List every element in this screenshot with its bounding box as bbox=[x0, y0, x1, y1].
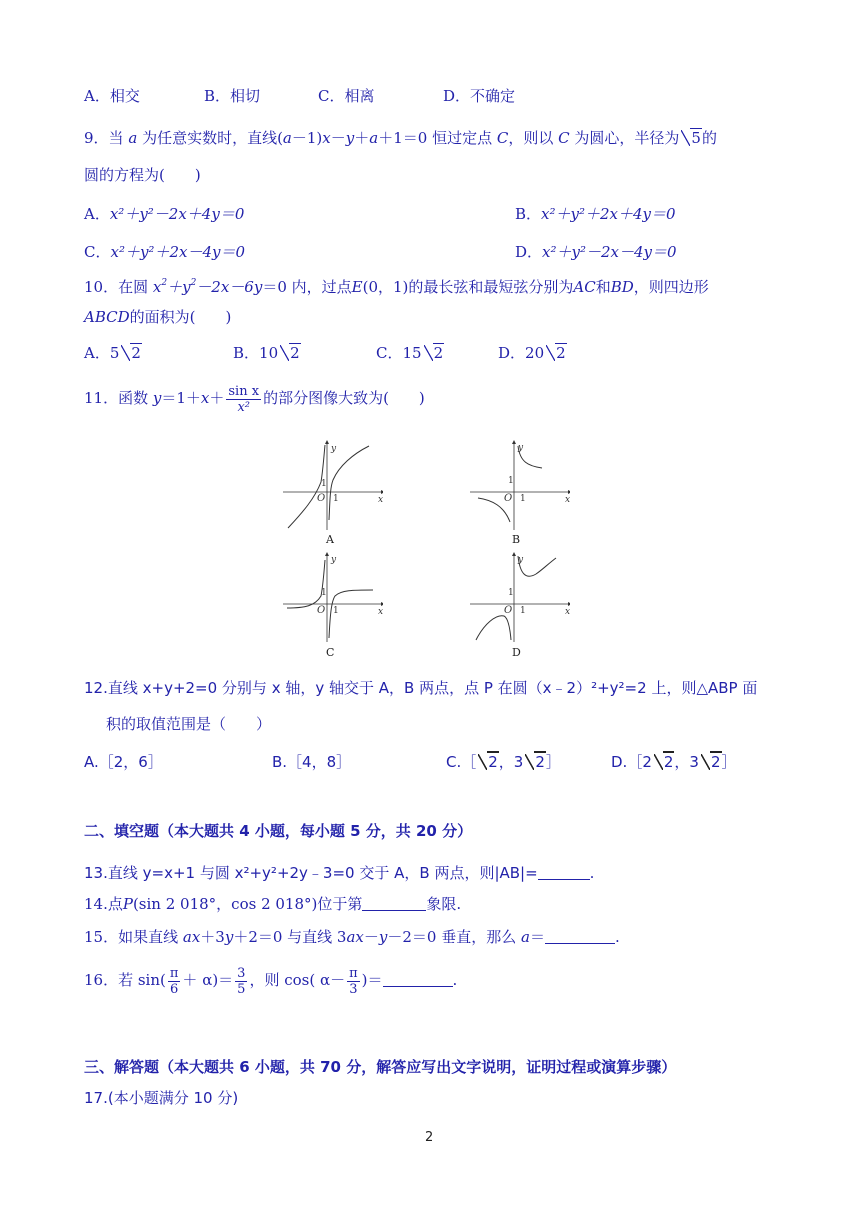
q10-option-a: A．5 2 bbox=[84, 344, 141, 362]
graph-b-x-label: x bbox=[565, 495, 570, 505]
q9-option-b: B．x²＋y²＋2x＋4y＝0 bbox=[515, 205, 676, 223]
q8-option-a: A．相交 bbox=[84, 87, 140, 105]
graph-d-tick-y1: 1 bbox=[508, 588, 514, 598]
page-number: 2 bbox=[425, 1130, 434, 1145]
q8-option-d: D．不确定 bbox=[443, 87, 516, 105]
graph-c-tick-x1: 1 bbox=[333, 606, 339, 616]
q10-stem-line2: ABCD的面积为( ) bbox=[84, 308, 232, 326]
graph-a-tick-x1: 1 bbox=[333, 494, 339, 504]
graph-a-label: A bbox=[326, 533, 334, 546]
q9-option-a: A．x²＋y²－2x＋4y＝0 bbox=[84, 205, 245, 223]
q9-stem: 9．当 a 为任意实数时，直线(a－1)x－y＋a＋1＝0 恒过定点 C，则以 C 为圆心，半径为 5的 bbox=[84, 129, 717, 147]
graph-b-tick-x1: 1 bbox=[520, 494, 526, 504]
q9-option-d: D．x²＋y²－2x－4y＝0 bbox=[515, 243, 677, 261]
graph-d-y-label: y bbox=[518, 555, 524, 565]
graph-c-label: C bbox=[326, 646, 335, 659]
q17-heading: 17.(本小题满分 10 分) bbox=[84, 1089, 239, 1107]
graph-a-y-label: y bbox=[331, 444, 337, 454]
graph-c bbox=[283, 552, 383, 642]
graph-c-x-label: x bbox=[378, 607, 383, 617]
q12-option-a: A.［2，6］ bbox=[84, 753, 163, 771]
graph-c-origin: O bbox=[317, 605, 326, 616]
q9-option-c: C．x²＋y²＋2x－4y＝0 bbox=[84, 243, 246, 261]
q16: 16．若 sin( $\frac{\pi}{6}$ ＋ α)＝ $\frac{3}{5}$ ，则 cos( α－ $\frac{\pi}{3}$ )＝ . bbox=[84, 965, 458, 997]
q10-option-d: D．20 2 bbox=[498, 344, 566, 362]
section-3-heading: 三、解答题（本大题共 6 小题，共 70 分，解答应写出文字说明，证明过程或演算步骤） bbox=[84, 1058, 677, 1076]
graph-b-label: B bbox=[512, 533, 521, 546]
q8-option-c: C．相离 bbox=[318, 87, 375, 105]
graph-a-tick-y1: 1 bbox=[321, 479, 327, 489]
graph-d bbox=[470, 552, 570, 642]
q15: 15．如果直线 ax＋3y＋2＝0 与直线 3ax－y－2＝0 垂直，那么 a＝ . bbox=[84, 928, 620, 946]
graph-a bbox=[283, 440, 383, 530]
q10-option-b: B．10 2 bbox=[233, 344, 300, 362]
q10-stem: 10．在圆 $x^2+y^2-2x-6y=0$ 内，过点E(0，1)的最长弦和最短弦分别为AC和BD，则四边形 bbox=[84, 278, 709, 296]
q8-option-b: B．相切 bbox=[204, 87, 261, 105]
graph-b bbox=[470, 440, 570, 530]
q14: 14.点P(sin 2 018°，cos 2 018°)位于第 象限. bbox=[84, 895, 462, 913]
section-2-heading: 二、填空题（本大题共 4 小题，每小题 5 分，共 20 分） bbox=[84, 822, 473, 840]
graph-a-origin: O bbox=[317, 493, 326, 504]
q12-option-d: D.［2 2，3 2］ bbox=[611, 753, 737, 771]
graph-c-tick-y1: 1 bbox=[321, 588, 327, 598]
graph-a-x-label: x bbox=[378, 495, 383, 505]
graph-b-tick-y1: 1 bbox=[508, 476, 514, 486]
q11-stem: 11．函数 y＝1＋x＋ $\frac{\text{sin x}}{\text{x²}}$ 的部分图像大致为( ) bbox=[84, 383, 425, 415]
graph-d-x-label: x bbox=[565, 607, 570, 617]
graph-d-tick-x1: 1 bbox=[520, 606, 526, 616]
q9-stem-line2: 圆的方程为( ) bbox=[84, 166, 201, 184]
graph-d-origin: O bbox=[504, 605, 513, 616]
q12-stem: 12.直线 x+y+2=0 分别与 x 轴，y 轴交于 A，B 两点，点 P 在圆（x﹣2）²+y²=2 上，则△ABP 面 bbox=[84, 679, 758, 697]
q12-stem-line2: 积的取值范围是（ ） bbox=[106, 715, 272, 733]
graph-d-label: D bbox=[512, 646, 521, 659]
q12-option-b: B.［4，8］ bbox=[272, 753, 352, 771]
q10-option-c: C．15 2 bbox=[376, 344, 444, 362]
q12-option-c: C.［ 2，3 2］ bbox=[446, 753, 561, 771]
graph-b-origin: O bbox=[504, 493, 513, 504]
graph-b-y-label: y bbox=[518, 443, 524, 453]
graph-c-y-label: y bbox=[331, 555, 337, 565]
q13: 13.直线 y=x+1 与圆 x²+y²+2y﹣3=0 交于 A，B 两点，则|AB|= . bbox=[84, 864, 595, 882]
